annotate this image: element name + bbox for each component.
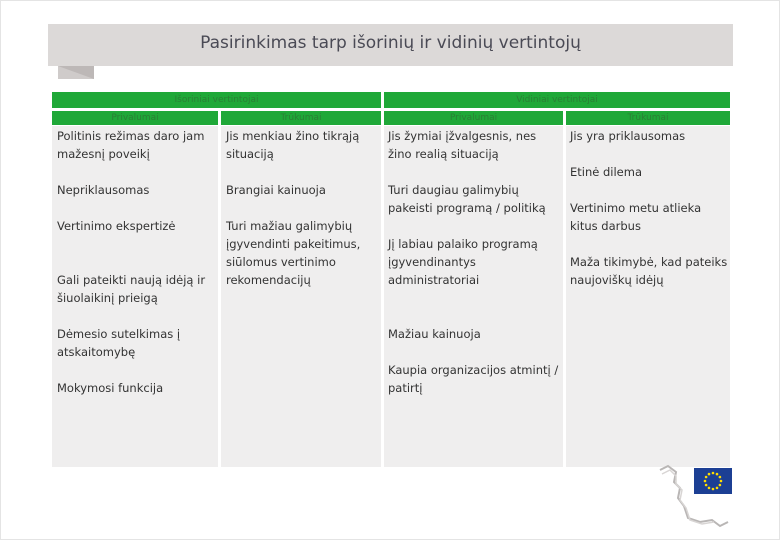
list-item: Mokymosi funkcija — [57, 381, 164, 395]
column-header-internal-disadvantages: Trūkumai — [566, 111, 730, 125]
list-item: Politinis režimas daro jam mažesnį poveikį — [57, 129, 205, 161]
list-item: Gali pateikti naują idėją ir šiuolaikinį prieigą — [57, 273, 206, 305]
list-item: Jis yra priklausomas — [570, 129, 686, 143]
group-header-external: Išoriniai vertintojai — [52, 92, 381, 108]
list-item: Nepriklausomas — [57, 183, 150, 197]
list-item: Vertinimo metu atlieka kitus darbus — [570, 201, 702, 233]
list-item: Brangiai kainuoja — [226, 183, 326, 197]
list-item: Mažiau kainuoja — [388, 327, 481, 341]
column-header-external-advantages: Privalumai — [52, 111, 218, 125]
list-item: Jis žymiai įžvalgesnis, nes žino realią situaciją — [388, 129, 537, 161]
list-item: Jį labiau palaiko programą įgyvendinantys administratoriai — [388, 237, 538, 287]
column-external-disadvantages — [221, 126, 381, 467]
title-decoration — [58, 66, 94, 79]
list-item: Kaupia organizacijos atmintį / patirtį — [388, 363, 559, 395]
list-item: Dėmesio sutelkimas į atskaitomybę — [57, 327, 181, 359]
column-internal-advantages — [384, 126, 563, 467]
column-header-external-disadvantages: Trūkumai — [221, 111, 381, 125]
eu-flag-icon — [694, 468, 732, 494]
list-item: Jis menkiau žino tikrąją situaciją — [226, 129, 360, 161]
title-bar — [48, 24, 733, 66]
column-header-internal-advantages: Privalumai — [384, 111, 563, 125]
list-item: Etinė dilema — [570, 165, 643, 179]
group-header-internal: Vidiniai vertintojai — [384, 92, 730, 108]
list-item: Vertinimo ekspertizė — [57, 219, 176, 233]
list-item: Turi mažiau galimybių įgyvendinti pakeitimus, siūlomus vertinimo rekomendacijų — [226, 219, 361, 287]
list-item: Maža tikimybė, kad pateiks naujoviškų idėjų — [570, 255, 728, 287]
list-item: Turi daugiau galimybių pakeisti programą / politiką — [388, 183, 546, 215]
slide-title: Pasirinkimas tarp išorinių ir vidinių vertintojų — [200, 33, 581, 53]
